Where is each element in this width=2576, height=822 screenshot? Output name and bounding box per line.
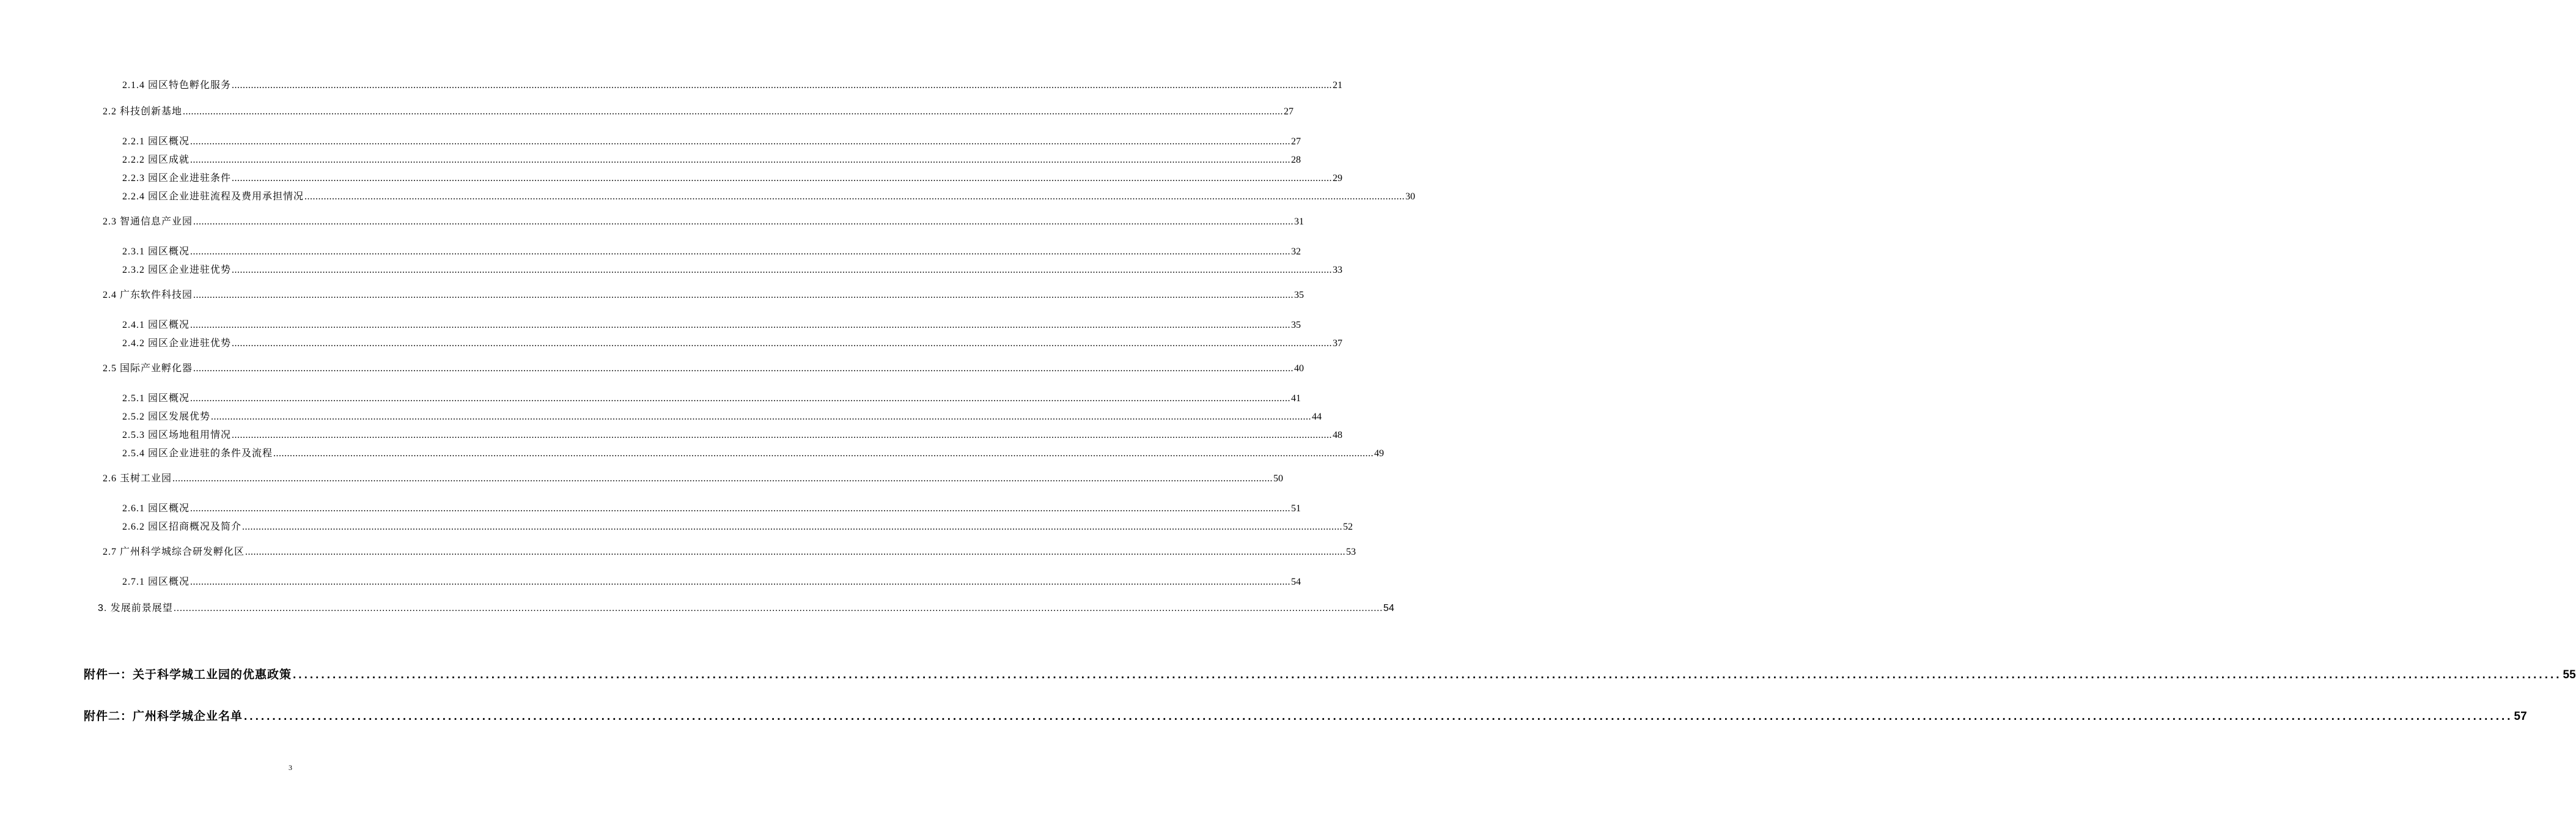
dot-leader: ................................................................................................................................................................................................................................................................................................................................................................................................................ (190, 320, 1291, 330)
toc-title: 2.6 玉树工业园 (103, 473, 172, 484)
dot-leader: ................................................................................................................................................................................................................................................................................................................................................................................................................ (173, 603, 1383, 613)
toc-page-number: 21 (1333, 80, 1343, 91)
toc-entry[interactable] (103, 103, 1294, 117)
dot-leader: ................................................................................................................................................................................................................................................................................................................................................................................................................ (190, 136, 1291, 147)
toc-page-number: 54 (1291, 577, 1301, 587)
toc-title: 2.7.1 园区概况 (122, 577, 190, 587)
toc-page-number: 52 (1343, 522, 1353, 532)
dot-leader: ................................................................................................................................................................................................................................................................................................................................................................................................................ (232, 173, 1333, 183)
toc-entry[interactable] (122, 427, 1343, 441)
toc-title: 2.6.1 园区概况 (122, 503, 190, 514)
toc-entry[interactable] (122, 188, 1416, 202)
toc-entry[interactable] (98, 600, 1394, 614)
appendix-title: 附件二：广州科学城企业名单 (84, 710, 243, 723)
dot-leader: ................................................................................................................................................................................................................................................................................................................................................................................................................ (190, 503, 1291, 514)
toc-page-number: 51 (1291, 503, 1301, 514)
dot-leader: ................................................................................................................................................................................................................................................................................................................................................................................................................ (183, 106, 1284, 117)
toc-title: 2.4 广东软件科技园 (103, 290, 193, 300)
toc-page-number: 48 (1333, 430, 1343, 440)
toc-entry[interactable] (122, 409, 1322, 423)
toc-title: 2.7 广州科学城综合研发孵化区 (103, 547, 245, 557)
dot-leader: ................................................................................................................................................................................................................................................................................................................................................................................................................ (304, 191, 1405, 202)
toc-entry[interactable] (122, 519, 1353, 533)
appendix-page-number: 57 (2514, 710, 2527, 723)
toc-title: 2.5 国际产业孵化器 (103, 363, 193, 374)
toc-entry[interactable] (122, 77, 1343, 91)
toc-title: 2.5.1 园区概况 (122, 393, 190, 404)
dot-leader: ................................................................................................................................................................................................................................................................................................................................................................................................................ (190, 393, 1291, 404)
toc-title: 2.4.1 园区概况 (122, 320, 190, 330)
toc-entry[interactable] (103, 287, 1305, 301)
toc-title: 2.2 科技创新基地 (103, 106, 183, 117)
page-number: 3 (289, 763, 292, 772)
dot-leader: ................................................................................................................................................................................................................................................................................................................................................................................................................ (193, 363, 1294, 374)
toc-title: 2.3 智通信息产业园 (103, 217, 193, 227)
toc-page-number: 40 (1294, 363, 1305, 374)
toc-title: 2.2.1 园区概况 (122, 136, 190, 147)
toc-entry[interactable] (122, 262, 1343, 276)
toc-title: 2.2.4 园区企业进驻流程及费用承担情况 (122, 191, 304, 202)
dot-leader: ................................................................................................................................................................................................................................................................................................................................................................................................................ (242, 522, 1343, 532)
toc-page-number: 44 (1312, 412, 1322, 422)
dot-leader: ................................................................................................................................................................................................................................................................................................................................................................................................................ (193, 217, 1294, 227)
dot-leader: ................................................................................................................................................................................................................................................................................................................................................................................................................ (172, 473, 1273, 484)
toc-page-number: 33 (1333, 265, 1343, 275)
toc-title: 2.5.4 园区企业进驻的条件及流程 (122, 448, 273, 459)
toc-entry[interactable] (122, 335, 1343, 349)
toc-title: 2.4.2 园区企业进驻优势 (122, 338, 232, 349)
toc-page-number: 31 (1294, 217, 1305, 227)
toc-page-number: 37 (1333, 338, 1343, 349)
toc-page-number: 30 (1405, 191, 1416, 202)
dot-leader: ................................................................................................................................................................................................................................................................................................................................................................................................................ (190, 577, 1291, 587)
dot-leader: ................................................................................................................................................................................................................................................................................................................................................................................................................ (193, 290, 1294, 300)
dot-leader: ................................................................................................................................................................................................................................................................................................................................................................................................................ (245, 547, 1346, 557)
appendix-entry[interactable] (84, 665, 2576, 682)
toc-title: 2.3.2 园区企业进驻优势 (122, 265, 232, 275)
dot-leader: ................................................................................................................................................................................................................................................................................................................................................................................................................ (190, 155, 1291, 165)
dot-leader: ................................................................................................................................................................................................................................................................................................................................................................................................................ (273, 448, 1374, 459)
toc-page-number: 27 (1284, 106, 1294, 117)
toc-entry[interactable] (103, 360, 1305, 374)
toc-title: 2.3.1 园区概况 (122, 246, 190, 257)
dot-leader: ................................................................................................................................................................................................................................................................................................................................................................................................................ (190, 246, 1291, 257)
toc-entry[interactable] (103, 213, 1305, 228)
dot-leader: ................................................................................................................................................................................................................................................................................................................................................................................................................ (232, 338, 1333, 349)
toc-title: 2.6.2 园区招商概况及简介 (122, 522, 242, 532)
appendix-entry[interactable] (84, 707, 2527, 724)
toc-page-number: 35 (1291, 320, 1301, 330)
toc-entry[interactable] (122, 390, 1301, 404)
toc-page-number: 41 (1291, 393, 1301, 404)
toc-title: 2.1.4 园区特色孵化服务 (122, 80, 232, 91)
toc-entry[interactable] (122, 133, 1301, 147)
toc-page-number: 29 (1333, 173, 1343, 183)
toc-title: 3. 发展前景展望 (98, 603, 173, 613)
toc-title: 2.2.2 园区成就 (122, 155, 190, 165)
toc-page-number: 50 (1273, 473, 1284, 484)
toc-entry[interactable] (122, 243, 1301, 257)
dot-leader: ................................................................................................................................................................................................................................................................................................................................................................................................................ (232, 265, 1333, 275)
dot-leader: ................................................................................................................................................................................................................................................................................................................................................................................................................ (232, 430, 1333, 440)
appendix-title: 附件一：关于科学城工业园的优惠政策 (84, 668, 292, 681)
toc-entry[interactable] (122, 574, 1301, 588)
toc-entry[interactable] (122, 500, 1301, 514)
toc-entry[interactable] (122, 170, 1343, 184)
toc-title: 2.5.2 园区发展优势 (122, 412, 211, 422)
toc-page-number: 35 (1294, 290, 1305, 300)
dot-leader: ................................................................................................................................................................................................................................................................................................................................................................................................................ (293, 668, 2562, 681)
toc-page-number: 27 (1291, 136, 1301, 147)
toc-entry[interactable] (122, 152, 1301, 166)
toc-entry[interactable] (122, 445, 1385, 459)
toc-page-number: 49 (1374, 448, 1385, 459)
dot-leader: ................................................................................................................................................................................................................................................................................................................................................................................................................ (211, 412, 1312, 422)
toc-page-number: 32 (1291, 246, 1301, 257)
toc-page-number: 28 (1291, 155, 1301, 165)
toc-page-number: 53 (1346, 547, 1356, 557)
appendix-page-number: 55 (2563, 668, 2576, 681)
toc-entry[interactable] (103, 470, 1284, 484)
toc-entry[interactable] (103, 544, 1356, 558)
toc-page-number: 54 (1383, 603, 1394, 613)
dot-leader: ................................................................................................................................................................................................................................................................................................................................................................................................................ (232, 80, 1333, 91)
toc-title: 2.5.3 园区场地租用情况 (122, 430, 232, 440)
toc-entry[interactable] (122, 317, 1301, 331)
toc-title: 2.2.3 园区企业进驻条件 (122, 173, 232, 183)
dot-leader: ................................................................................................................................................................................................................................................................................................................................................................................................................ (244, 710, 2513, 723)
